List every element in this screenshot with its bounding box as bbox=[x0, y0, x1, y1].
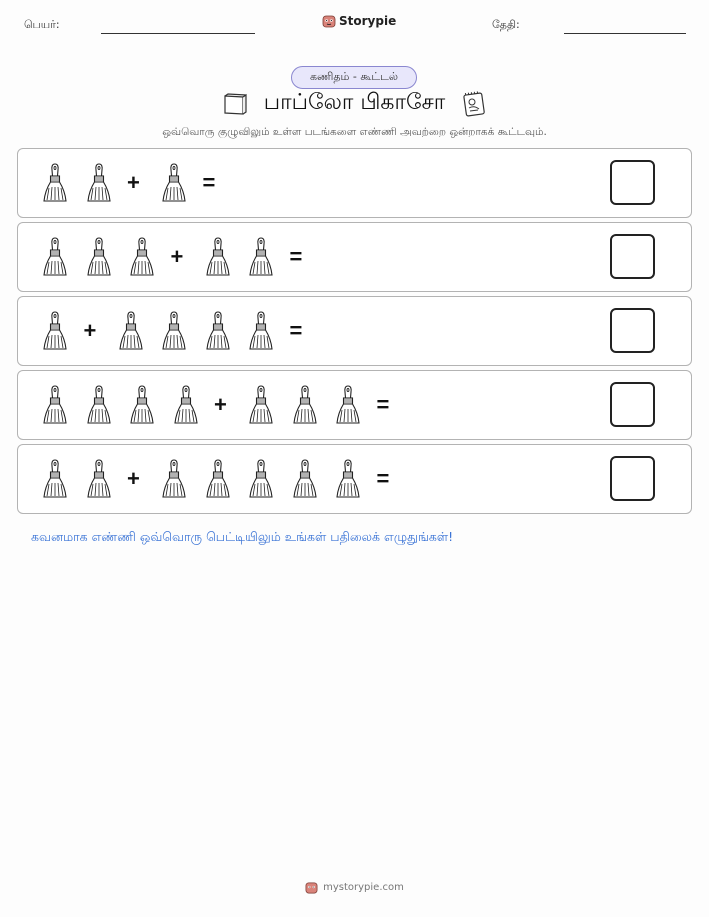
page-title: பாப்லோ பிகாசோ bbox=[263, 90, 446, 115]
paintbrush-icon bbox=[159, 163, 189, 203]
paintbrush-icon bbox=[333, 459, 363, 499]
canvas-icon bbox=[222, 92, 248, 116]
paintbrush-icon bbox=[40, 163, 70, 203]
paintbrush-icon bbox=[171, 385, 201, 425]
problem-items bbox=[40, 371, 409, 439]
date-label: தேதி: bbox=[492, 18, 520, 31]
name-line[interactable] bbox=[101, 33, 255, 34]
problem-items bbox=[40, 297, 322, 365]
plus-sign: + bbox=[127, 466, 140, 491]
paintbrush-icon bbox=[116, 311, 146, 351]
equals-sign: = bbox=[202, 170, 216, 195]
footer-note: கவனமாக எண்ணி ஒவ்வொரு பெட்டியிலும் உங்கள் பதிலைக் எழுதுங்கள்! bbox=[31, 529, 454, 544]
paintbrush-icon bbox=[333, 385, 363, 425]
brand-name: Storypie bbox=[339, 14, 397, 28]
equals-sign: = bbox=[376, 466, 390, 491]
paintbrush-icon bbox=[246, 237, 276, 277]
paintbrush-icon bbox=[40, 459, 70, 499]
brand bbox=[322, 14, 396, 28]
paintbrush-icon bbox=[246, 385, 276, 425]
paintbrush-icon bbox=[84, 385, 114, 425]
equals-sign: = bbox=[289, 318, 303, 343]
storypie-logo-icon bbox=[305, 881, 318, 894]
paintbrush-icon bbox=[203, 237, 233, 277]
problem-items bbox=[40, 223, 322, 291]
paintbrush-icon bbox=[159, 459, 189, 499]
paintbrush-icon bbox=[127, 237, 157, 277]
answer-box[interactable] bbox=[610, 308, 655, 353]
equals-sign: = bbox=[376, 392, 390, 417]
name-label: பெயர்: bbox=[24, 18, 60, 31]
answer-box[interactable] bbox=[610, 456, 655, 501]
problem-row bbox=[17, 148, 692, 218]
paintbrush-icon bbox=[246, 311, 276, 351]
paintbrush-icon bbox=[84, 237, 114, 277]
plus-sign: + bbox=[127, 170, 140, 195]
paintbrush-icon bbox=[290, 459, 320, 499]
sketchbook-icon bbox=[461, 91, 487, 117]
problem-row bbox=[17, 444, 692, 514]
paintbrush-icon bbox=[40, 237, 70, 277]
paintbrush-icon bbox=[127, 385, 157, 425]
paintbrush-icon bbox=[84, 459, 114, 499]
instructions: ஒவ்வொரு குழுவிலும் உள்ள படங்களை எண்ணி அவற்றை ஒன்றாகக் கூட்டவும். bbox=[162, 126, 547, 138]
plus-sign: + bbox=[83, 318, 97, 343]
paintbrush-icon bbox=[40, 311, 70, 351]
paintbrush-icon bbox=[290, 385, 320, 425]
problem-row bbox=[17, 222, 692, 292]
paintbrush-icon bbox=[84, 163, 114, 203]
answer-box[interactable] bbox=[610, 382, 655, 427]
plus-sign: + bbox=[170, 244, 184, 269]
answer-box[interactable] bbox=[610, 234, 655, 279]
paintbrush-icon bbox=[246, 459, 276, 499]
subject-badge: கணிதம் - கூட்டல் bbox=[291, 66, 417, 89]
equals-sign: = bbox=[289, 244, 303, 269]
paintbrush-icon bbox=[159, 311, 189, 351]
problem-row bbox=[17, 296, 692, 366]
answer-box[interactable] bbox=[610, 160, 655, 205]
paintbrush-icon bbox=[40, 385, 70, 425]
paintbrush-icon bbox=[203, 311, 233, 351]
plus-sign: + bbox=[214, 392, 227, 417]
storypie-logo-icon bbox=[322, 14, 336, 28]
problem-items bbox=[40, 445, 409, 513]
title-row bbox=[0, 90, 709, 118]
site-url[interactable]: mystorypie.com bbox=[323, 882, 404, 893]
paintbrush-icon bbox=[203, 459, 233, 499]
date-line[interactable] bbox=[564, 33, 686, 34]
site-footer bbox=[0, 881, 709, 894]
problem-row bbox=[17, 370, 692, 440]
problem-items bbox=[40, 149, 235, 217]
